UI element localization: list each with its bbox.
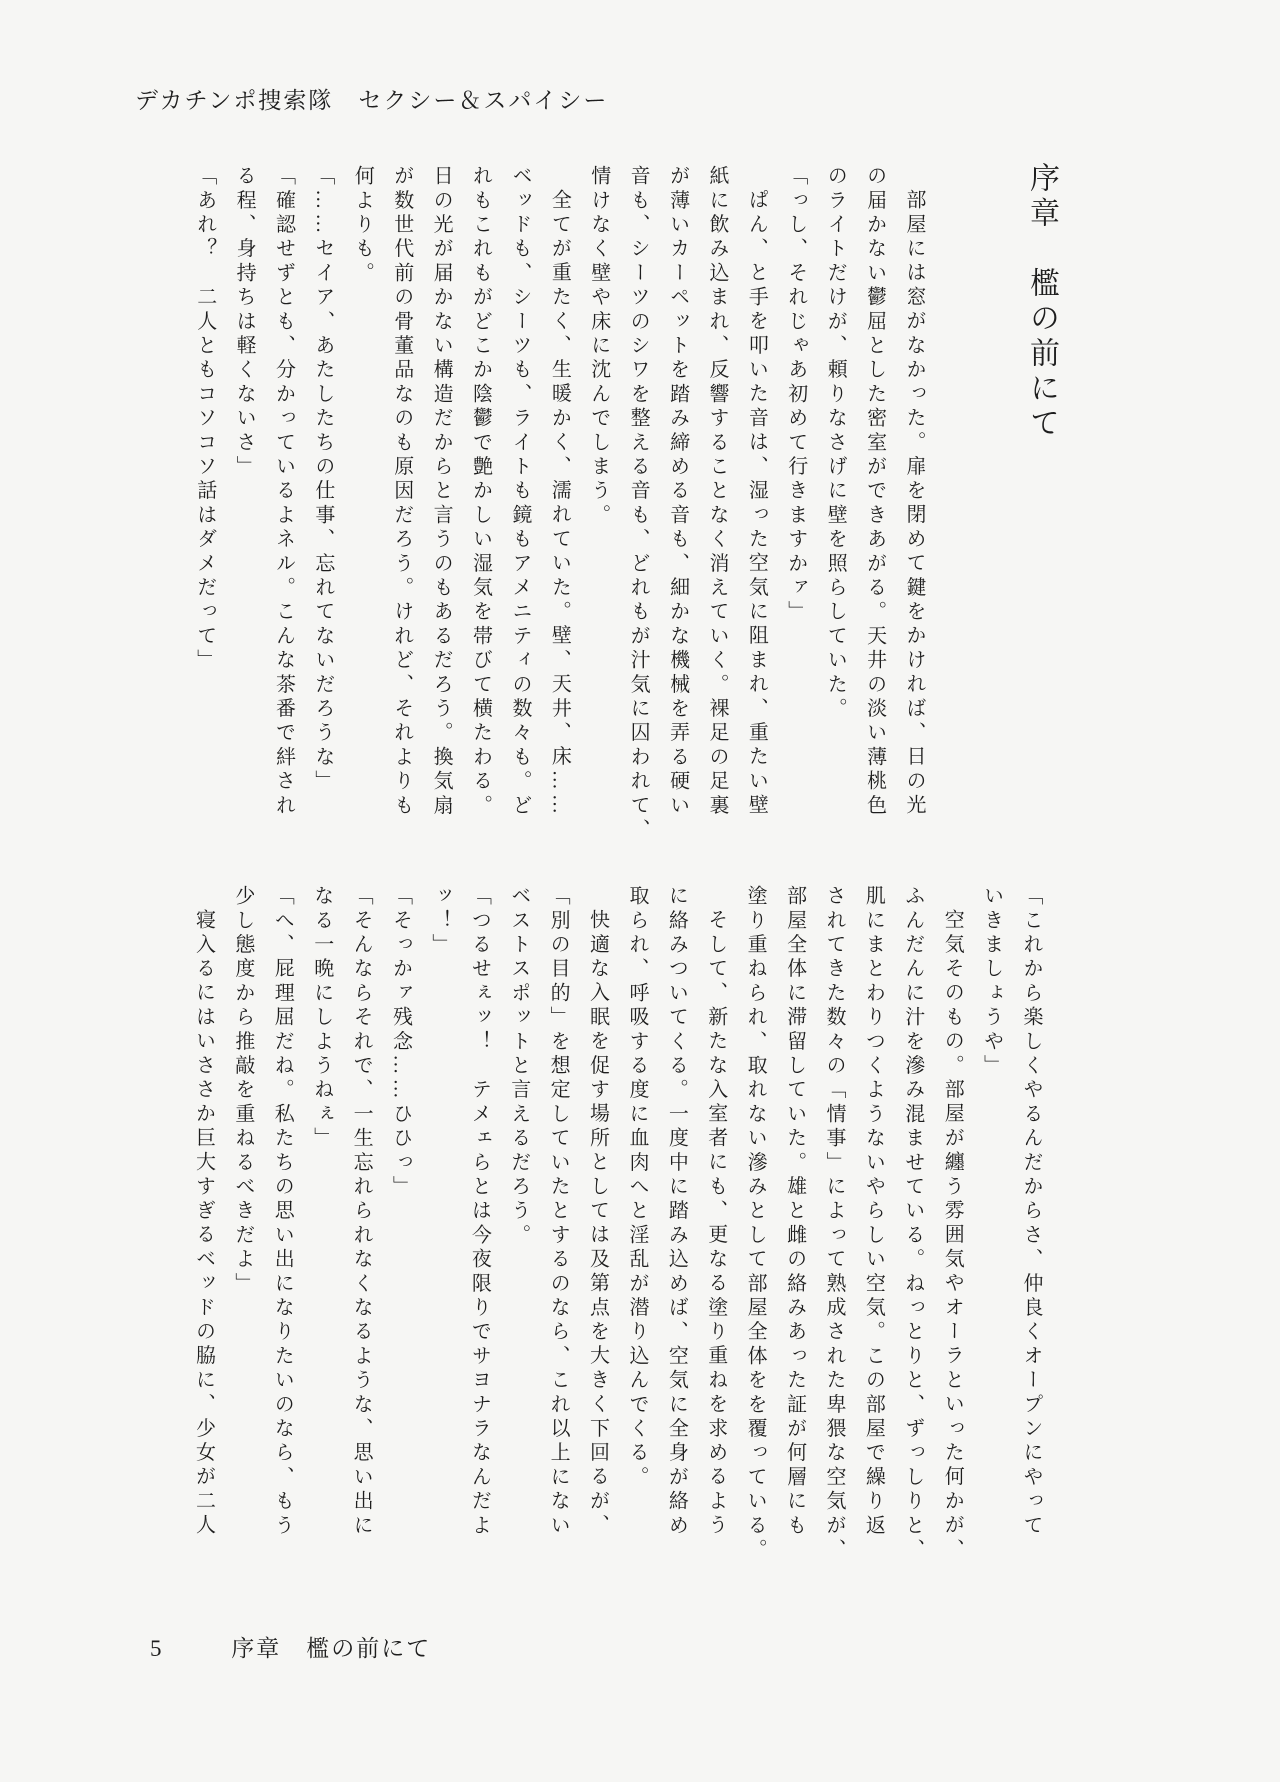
text-block-bottom [183, 885, 1050, 1585]
text-column: 空気そのもの。部屋が纏う雰囲気やオーラといった何かが、 [941, 909, 964, 1563]
text-column: ベッドも、シーツも、ライトも鏡もアメニティの数々も。ど [508, 165, 531, 819]
text-column: ッ！」 [428, 885, 451, 958]
page-footer [150, 1630, 431, 1663]
text-column: 快適な入眠を促す場所としては及第点を大きく下回るが、 [586, 909, 609, 1539]
text-column: のライトだけが、頼りなさげに壁を照らしていた。 [824, 165, 847, 722]
text-column: 「あれ？ 二人ともコソコソ話はダメだって」 [193, 165, 216, 674]
text-column: 部屋には窓がなかった。扉を閉めて鍵をかければ、日の光 [903, 189, 925, 819]
text-column: されてきた数々の「情事」によって熟成された卑猥な空気が、 [822, 885, 845, 1563]
text-column: 「そんならそれで、一生忘れられなくなるような、思い出に [350, 885, 373, 1539]
text-column: 紙に飲み込まれ、反響することなく消えていく。裸足の足裏 [705, 165, 728, 819]
text-column: が薄いカーペットを踏み締める音も、細かな機械を弄る硬い [666, 165, 689, 819]
footer-page-number: 5 [150, 1636, 162, 1661]
text-column: 「へ、屁理屈だね。私たちの思い出になりたいのなら、もう [271, 885, 294, 1539]
running-header-book-title: デカチンポ捜索隊 セクシー＆スパイシー [135, 88, 609, 113]
text-column: 寝入るにはいささか巨大すぎるベッドの脇に、少女が二人 [192, 909, 215, 1539]
text-column: 日の光が届かない構造だからと言うのもあるだろう。換気扇 [430, 165, 453, 819]
text-column: 情けなく壁や床に沈んでしまう。 [587, 165, 610, 528]
chapter-heading: 序章 檻の前にて [1025, 162, 1058, 442]
text-column: 「……セイア、あたしたちの仕事、忘れてないだろうな」 [311, 165, 334, 795]
text-column: そして、新たな入室者にも、更なる塗り重ねを求めるよう [704, 909, 727, 1539]
text-column: 肌にまとわりつくようないやらしい空気。この部屋で繰り返 [862, 885, 885, 1539]
text-block-top [184, 165, 933, 843]
text-column: る程、身持ちは軽くないさ」 [233, 165, 256, 480]
text-column: いきましょうや」 [980, 885, 1003, 1079]
text-column: 部屋全体に滞留していた。雄と雌の絡みあった証が何層にも [783, 885, 806, 1539]
text-column: 「っし、それじゃあ初めて行きますかァ」 [784, 165, 807, 625]
text-column: に絡みついてくる。一度中に踏み込めば、空気に全身が絡め [665, 885, 688, 1539]
text-column: ぱん、と手を叩いた音は、湿った空気に阻まれ、重たい壁 [745, 189, 768, 819]
text-column: ベストスポットと言えるだろう。 [507, 885, 530, 1248]
text-column: ふんだんに汁を滲み混ませている。ねっとりと、ずっしりと、 [901, 885, 924, 1563]
text-column: 「そっかァ残念……ひひっ」 [389, 885, 412, 1200]
text-column: 全てが重たく、生暖かく、濡れていた。壁、天井、床…… [548, 189, 571, 819]
text-column: 取られ、呼吸する度に血肉へと淫乱が潜り込んでくる。 [625, 885, 648, 1490]
text-column: 「これから楽しくやるんだからさ、仲良くオープンにやって [1020, 885, 1042, 1539]
footer-chapter-title: 序章 檻の前にて [231, 1636, 432, 1661]
text-column: 少し態度から推敲を重ねるべきだよ」 [231, 885, 254, 1297]
text-column: 何よりも。 [351, 165, 374, 286]
text-column: が数世代前の骨董品なのも原因だろう。けれど、それよりも [390, 165, 413, 819]
text-column: 「つるせぇッ！ テメェらとは今夜限りでサヨナラなんだよ [468, 885, 491, 1539]
text-column: 「別の目的」を想定していたとするのなら、これ以上にない [547, 885, 570, 1539]
text-column: なる一晩にしようねぇ」 [310, 885, 333, 1152]
text-column: れもこれもがどこか陰鬱で艶かしい湿気を帯びて横たわる。 [469, 165, 492, 819]
text-column: 音も、シーツのシワを整える音も、どれもが汁気に囚われて、 [627, 165, 650, 843]
text-column: の届かない鬱屈とした密室ができあがる。天井の淡い薄桃色 [863, 165, 886, 819]
text-column: 塗り重ねられ、取れない滲みとして部屋全体をを覆っている。 [744, 885, 767, 1563]
text-column: 「確認せずとも、分かっているよネル。こんな茶番で絆され [272, 165, 295, 819]
